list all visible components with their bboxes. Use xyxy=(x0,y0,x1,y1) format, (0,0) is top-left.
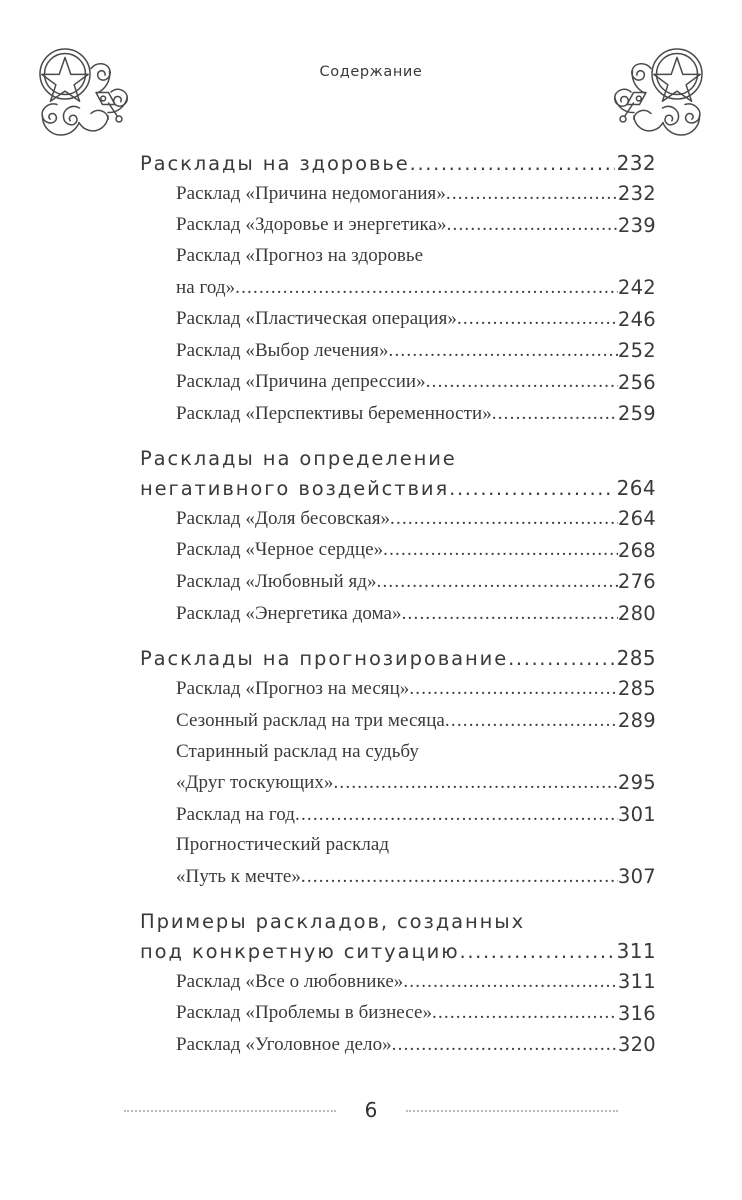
dot-leader xyxy=(492,399,618,430)
toc-entry-page-number: 280 xyxy=(617,601,656,625)
toc-entry[interactable] xyxy=(176,737,656,799)
toc-entry-title: Расклад «Прогноз на здоровье xyxy=(176,245,424,267)
toc-entry[interactable] xyxy=(176,966,656,998)
toc-section-heading-title: Расклады на определение xyxy=(140,446,457,470)
dot-leader xyxy=(460,937,615,966)
toc-section-heading-line xyxy=(140,148,656,178)
toc-entry[interactable] xyxy=(176,367,656,399)
toc-entry[interactable] xyxy=(176,799,656,831)
toc-entry-page-number: 295 xyxy=(617,771,656,795)
toc-entry[interactable] xyxy=(176,998,656,1030)
toc-entry-line xyxy=(176,272,656,304)
toc-section-heading-page-number: 285 xyxy=(616,646,656,671)
toc-entry-page-number: 316 xyxy=(617,1001,656,1025)
toc-entry-line xyxy=(176,998,656,1030)
toc-section-heading[interactable] xyxy=(140,148,656,178)
toc-entry-line xyxy=(176,737,656,768)
toc-section-heading[interactable] xyxy=(140,643,656,673)
footer-rule-right xyxy=(406,1109,618,1112)
toc-entry-page-number: 289 xyxy=(617,708,656,732)
toc-entry-line xyxy=(176,241,656,272)
toc-entry[interactable] xyxy=(176,398,656,430)
toc-entry-title: Прогностический расклад xyxy=(176,834,390,856)
toc-entry-title: Старинный расклад на судьбу xyxy=(176,740,419,762)
toc-entry[interactable] xyxy=(176,503,656,535)
dot-leader xyxy=(235,273,618,304)
toc-entry[interactable] xyxy=(176,178,656,210)
toc-entry-page-number: 307 xyxy=(617,865,656,889)
toc-entry-line xyxy=(176,178,656,210)
toc-entry-title: «Путь к мечте» xyxy=(176,866,301,888)
toc-section-heading-title: под конкретную ситуацию xyxy=(140,939,460,963)
toc-entry-page-number: 242 xyxy=(617,275,656,299)
toc-entry-page-number: 301 xyxy=(617,802,656,826)
dot-leader xyxy=(410,149,615,178)
toc-entry-title: Расклад «Перспективы беременности» xyxy=(176,403,492,425)
toc-entry-line xyxy=(176,535,656,567)
toc-entry[interactable] xyxy=(176,566,656,598)
dot-leader xyxy=(508,644,615,673)
toc-section-heading-page-number: 264 xyxy=(616,476,656,501)
toc-entry-title: Расклад «Энергетика дома» xyxy=(176,602,402,624)
dot-leader xyxy=(403,967,618,998)
toc-entry[interactable] xyxy=(176,335,656,367)
toc-entry-line xyxy=(176,830,656,861)
toc-entry-title: Расклад «Здоровье и энергетика» xyxy=(176,214,447,236)
toc-entry-page-number: 239 xyxy=(617,213,656,237)
dot-leader xyxy=(449,474,614,503)
toc-entry-line xyxy=(176,335,656,367)
dot-leader xyxy=(333,768,617,799)
toc-entry-page-number: 252 xyxy=(617,339,656,363)
toc-section-heading-title: Расклады на прогнозирование xyxy=(140,647,509,671)
toc-entry-page-number: 268 xyxy=(617,538,656,562)
toc-entry-title: Расклад «Черное сердце» xyxy=(176,539,384,561)
dot-leader xyxy=(389,336,618,367)
toc-entry-title: Расклад «Уголовное дело» xyxy=(176,1034,392,1056)
toc-entry-title: Расклад «Любовный яд» xyxy=(176,571,377,593)
toc-entry-title: Расклад «Прогноз на месяц» xyxy=(176,678,410,700)
toc-section xyxy=(140,444,656,630)
toc-section-heading[interactable] xyxy=(140,444,656,503)
table-of-contents xyxy=(140,148,656,1061)
toc-entry-title: «Друг тоскующих» xyxy=(176,772,334,794)
pentacle-scroll-ornament-left xyxy=(34,44,140,150)
toc-section-heading-line xyxy=(140,473,656,503)
toc-entry-line xyxy=(176,705,656,737)
dot-leader xyxy=(383,535,618,566)
dot-leader xyxy=(301,862,618,893)
footer-page-number: 6 xyxy=(364,1098,378,1122)
footer-rule-left xyxy=(124,1109,336,1112)
dot-leader xyxy=(402,599,618,630)
toc-entry[interactable] xyxy=(176,535,656,567)
toc-entry-title: Расклад «Пластическая операция» xyxy=(176,308,457,330)
toc-entry-title: Расклад «Причина депрессии» xyxy=(176,371,426,393)
toc-entry-line xyxy=(176,210,656,242)
toc-entry-line xyxy=(176,367,656,399)
toc-entry-page-number: 320 xyxy=(617,1033,656,1057)
toc-entry-page-number: 259 xyxy=(617,402,656,426)
toc-entry-title: Расклад «Выбор лечения» xyxy=(176,339,389,361)
toc-entry-line xyxy=(176,673,656,705)
toc-section-heading-page-number: 232 xyxy=(616,151,656,175)
toc-entry[interactable] xyxy=(176,210,656,242)
toc-entry-title: Расклад «Причина недомогания» xyxy=(176,182,446,204)
toc-section-heading-line xyxy=(140,907,656,936)
toc-entry[interactable] xyxy=(176,241,656,303)
dot-leader xyxy=(446,179,618,210)
toc-entry-page-number: 285 xyxy=(617,677,656,701)
toc-entry[interactable] xyxy=(176,673,656,705)
toc-section-heading-line xyxy=(140,936,656,966)
toc-entry-line xyxy=(176,799,656,831)
dot-leader xyxy=(377,567,618,598)
toc-entry-line xyxy=(176,566,656,598)
dot-leader xyxy=(409,674,618,705)
toc-entry-title: на год» xyxy=(176,276,236,298)
toc-entry-title: Расклад «Доля бесовская» xyxy=(176,507,391,529)
toc-entry[interactable] xyxy=(176,304,656,336)
toc-entry-line xyxy=(176,398,656,430)
dot-leader xyxy=(426,367,618,398)
toc-entry-title: Расклад на год xyxy=(176,803,295,825)
page-footer xyxy=(0,1098,742,1122)
toc-entry-line xyxy=(176,1029,656,1061)
toc-section-heading-page-number: 311 xyxy=(616,939,656,964)
toc-entry-page-number: 311 xyxy=(617,970,656,994)
dot-leader xyxy=(447,210,618,241)
toc-section-heading[interactable] xyxy=(140,907,656,966)
toc-section-heading-title: Расклады на здоровье xyxy=(140,151,410,175)
dot-leader xyxy=(432,998,618,1029)
toc-entry[interactable] xyxy=(176,705,656,737)
toc-entry-line xyxy=(176,861,656,893)
toc-section-heading-title: Примеры раскладов, созданных xyxy=(140,909,526,933)
toc-entry-page-number: 256 xyxy=(617,370,656,394)
toc-section-heading-line xyxy=(140,643,656,673)
toc-entry-line xyxy=(176,304,656,336)
toc-section-heading-line xyxy=(140,444,656,473)
toc-section xyxy=(140,643,656,892)
toc-section-heading-title: негативного воздействия xyxy=(140,476,450,500)
dot-leader xyxy=(390,504,618,535)
pentacle-scroll-ornament-right xyxy=(602,44,708,150)
toc-entry-title: Сезонный расклад на три месяца xyxy=(176,709,445,731)
toc-entry-page-number: 264 xyxy=(617,507,656,531)
toc-entry-line xyxy=(176,966,656,998)
toc-entry[interactable] xyxy=(176,598,656,630)
toc-entry[interactable] xyxy=(176,830,656,892)
dot-leader xyxy=(295,800,618,831)
toc-entry-page-number: 246 xyxy=(617,307,656,331)
dot-leader xyxy=(457,304,618,335)
toc-entry[interactable] xyxy=(176,1029,656,1061)
toc-entry-line xyxy=(176,598,656,630)
dot-leader xyxy=(392,1030,618,1061)
dot-leader xyxy=(445,706,618,737)
toc-section xyxy=(140,907,656,1061)
toc-entry-title: Расклад «Все о любовнике» xyxy=(176,970,404,992)
running-header: Содержание xyxy=(319,64,423,80)
toc-entry-line xyxy=(176,767,656,799)
toc-entry-page-number: 232 xyxy=(617,182,656,205)
toc-entry-line xyxy=(176,503,656,535)
toc-entry-page-number: 276 xyxy=(617,570,656,594)
toc-entry-title: Расклад «Проблемы в бизнесе» xyxy=(176,1002,432,1024)
toc-section xyxy=(140,148,656,430)
